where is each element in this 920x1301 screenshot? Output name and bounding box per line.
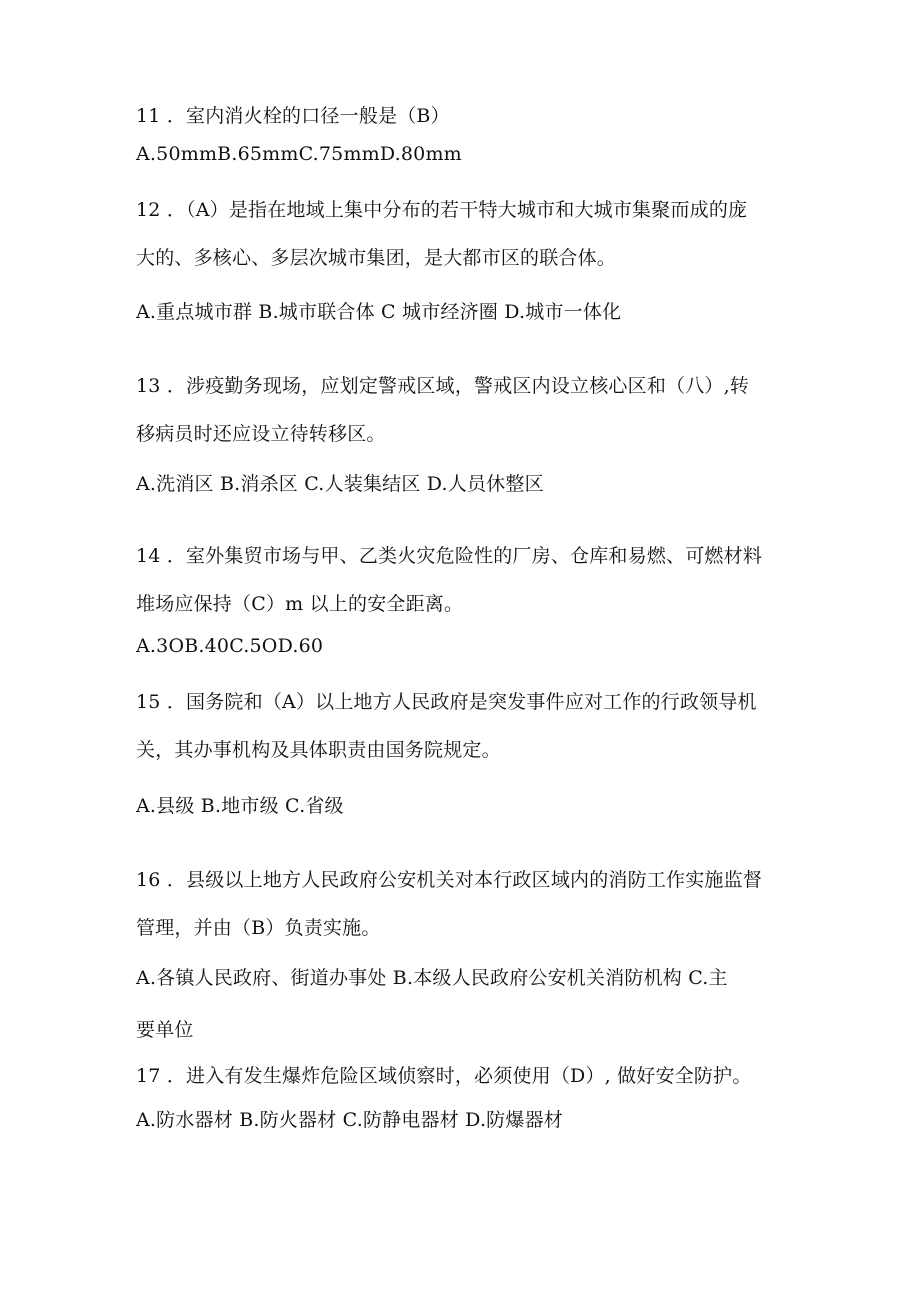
question-16-text-line-1: 16 ．县级以上地方人民政府公安机关对本行政区域内的消防工作实施监督 — [136, 869, 763, 891]
question-17-text: 17 ．进入有发生爆炸危险区域侦察时，必须使用（D）, 做好安全防护。 — [136, 1065, 752, 1087]
question-12-options: A.重点城市群 B.城市联合体 C 城市经济圈 D.城市一体化 — [136, 301, 622, 323]
question-15-options: A.县级 B.地市级 C.省级 — [136, 795, 344, 817]
question-14-options: A.3OB.40C.5OD.60 — [136, 635, 324, 657]
question-13-text-line-2: 移病员时还应设立待转移区。 — [136, 423, 386, 445]
question-12-text-line-1: 12 ．（A）是指在地域上集中分布的若干特大城市和大城市集聚而成的庞 — [136, 199, 748, 221]
question-13-options: A.洗消区 B.消杀区 C.人装集结区 D.人员休整区 — [136, 473, 544, 495]
question-11-text: 11 ．室内消火栓的口径一般是（B） — [136, 105, 450, 127]
question-14-text-line-1: 14 ．室外集贸市场与甲、乙类火灾危险性的厂房、仓库和易燃、可燃材料 — [136, 545, 763, 567]
question-11-options: A.50mmB.65mmC.75mmD.80mm — [136, 143, 462, 165]
question-15-text-line-1: 15 ．国务院和（A）以上地方人民政府是突发事件应对工作的行政领导机 — [136, 691, 757, 713]
question-16-options-line-1: A.各镇人民政府、街道办事处 B.本级人民政府公安机关消防机构 C.主 — [136, 967, 728, 989]
question-15-text-line-2: 关，其办事机构及具体职责由国务院规定。 — [136, 739, 501, 761]
question-12-text-line-2: 大的、多核心、多层次城市集团，是大都市区的联合体。 — [136, 247, 617, 269]
question-16-text-line-2: 管理，并由（B）负责实施。 — [136, 917, 381, 939]
question-13-text-line-1: 13 ．涉疫勤务现场，应划定警戒区域，警戒区内设立核心区和（八）,转 — [136, 375, 750, 397]
question-14-text-line-2: 堆场应保持（C）m 以上的安全距离。 — [136, 593, 464, 615]
question-17-options: A.防水器材 B.防火器材 C.防静电器材 D.防爆器材 — [136, 1109, 563, 1131]
question-16-options-line-2: 要单位 — [136, 1019, 194, 1041]
